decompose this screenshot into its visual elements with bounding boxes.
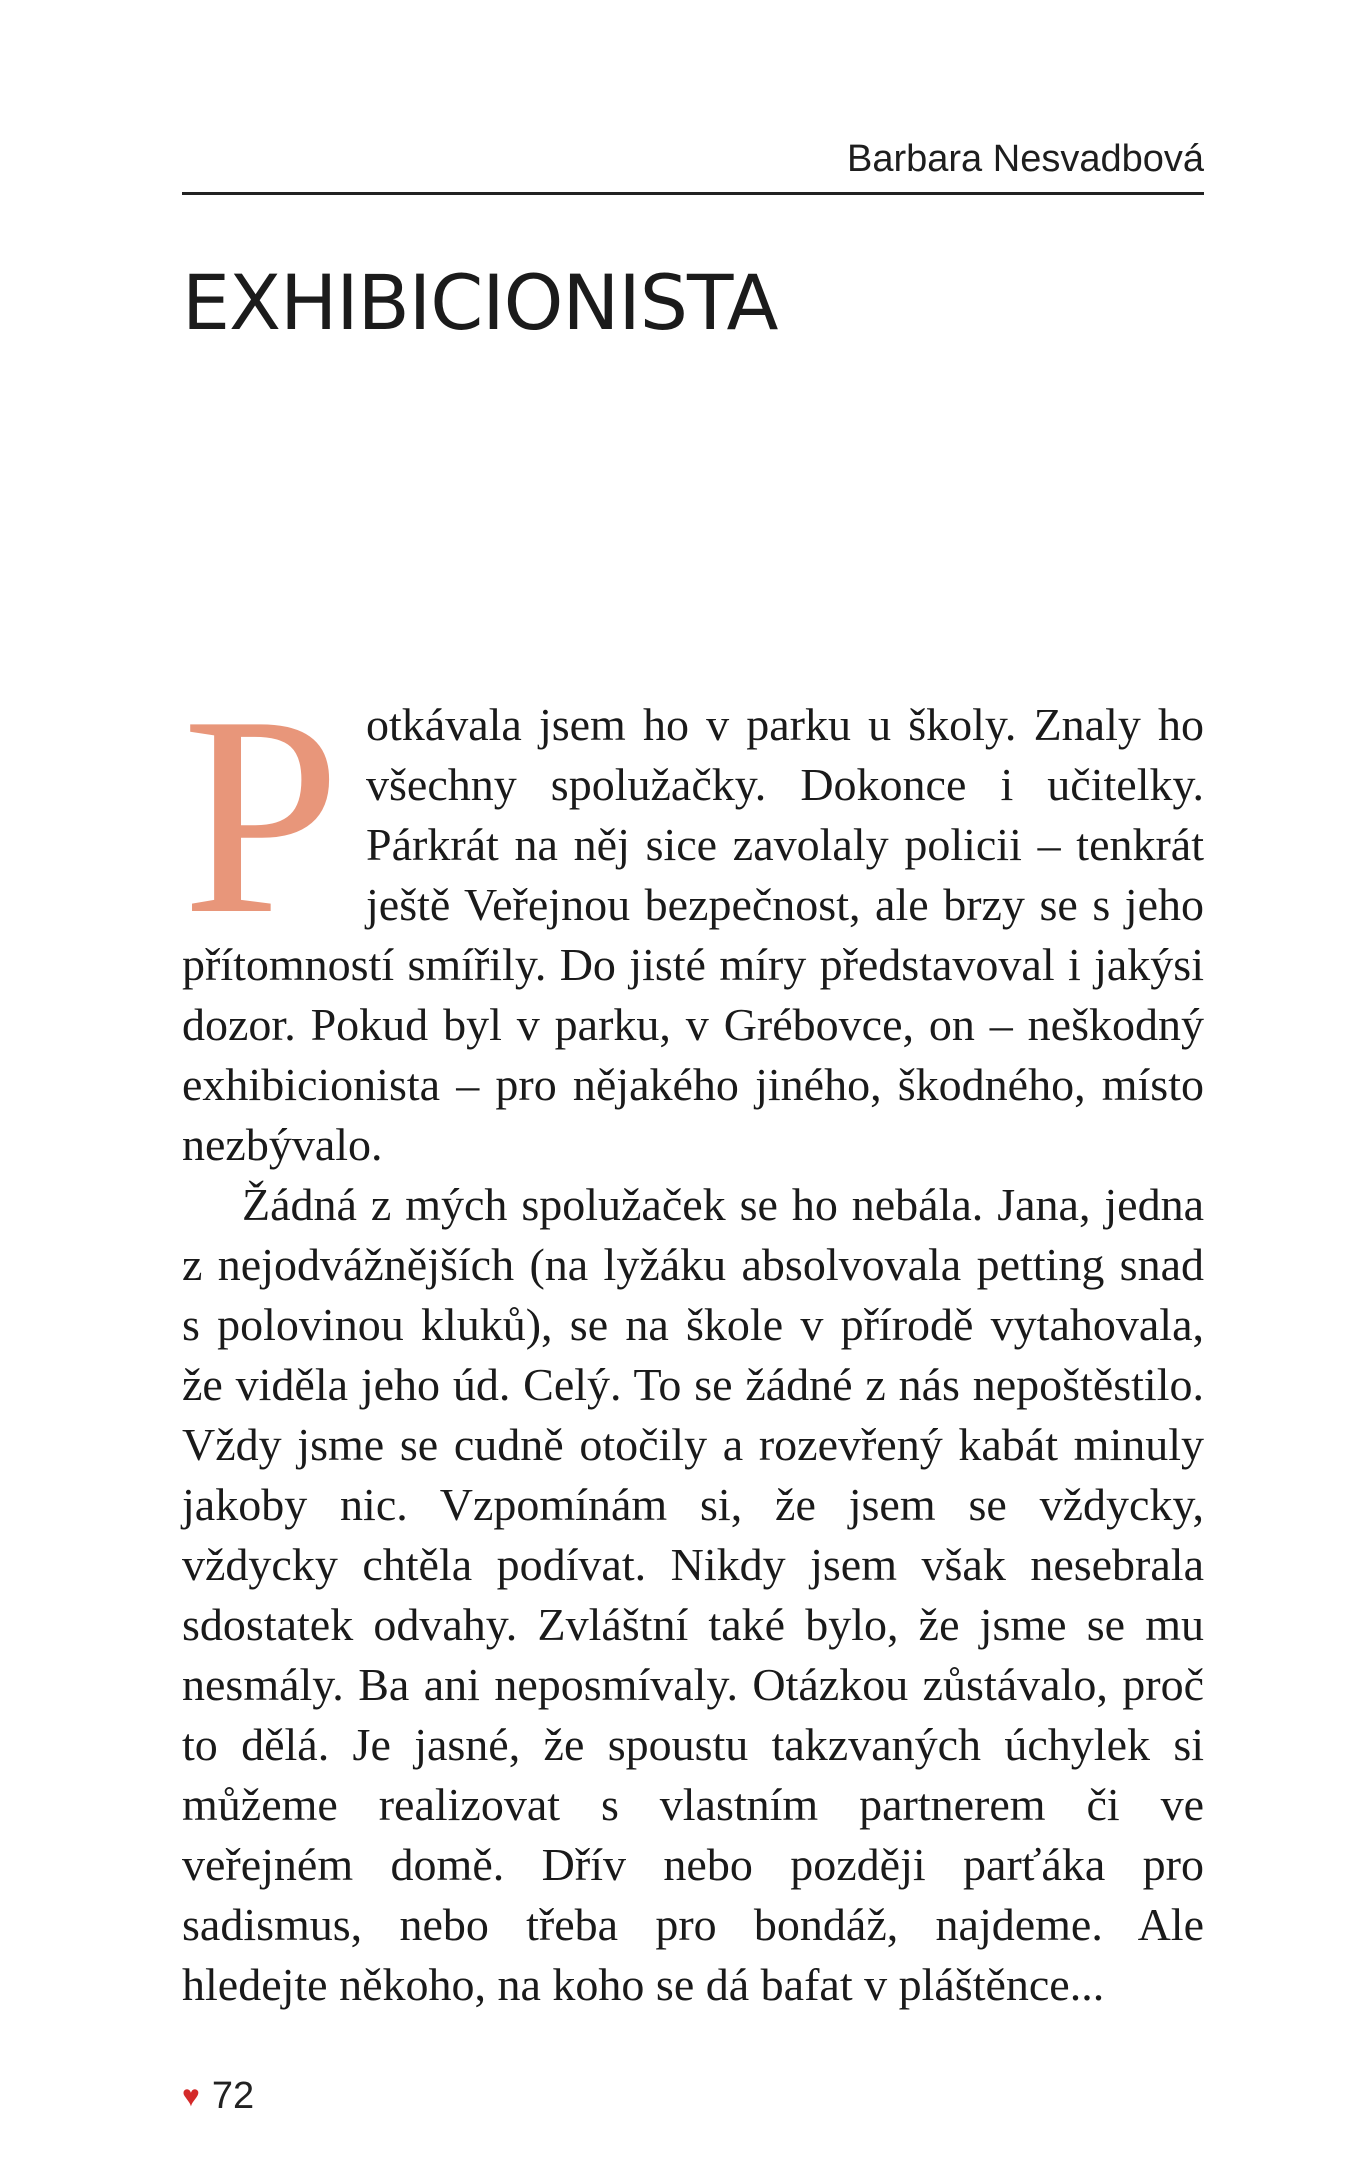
page-number: 72	[211, 2075, 255, 2117]
chapter-title: EXHIBICIONISTA	[182, 258, 778, 347]
page-footer	[182, 2075, 254, 2118]
body-text	[182, 657, 1204, 2015]
header-rule	[182, 192, 1204, 195]
running-header-author: Barbara Nesvadbová	[847, 138, 1204, 180]
drop-cap: P	[182, 657, 341, 973]
heart-icon: ♥	[182, 2079, 200, 2113]
paragraph-1	[182, 657, 1204, 1175]
paragraph-1-text: otkávala jsem ho v parku u školy. Znaly ho všechny spolužačky. Dokonce i učitelky. Párkrát na něj sice zavolaly policii – tenkrát ještě Veřejnou bezpečnost, ale brzy se s jeho přítomností smířily. Do jisté míry představoval i jakýsi dozor. Pokud byl v parku, v Grébovce, on – neškodný exhibicionista – pro nějakého jiného, škodného, místo nezbývalo.	[182, 699, 1204, 1170]
paragraph-2: Žádná z mých spolužaček se ho nebála. Jana, jedna z nejodvážnějších (na lyžáku absolvovala petting snad s polovinou kluků), se na škole v přírodě vytahovala, že viděla jeho úd. Celý. To se žádné z nás nepoštěstilo. Vždy jsme se cudně otočily a rozevřený kabát minuly jakoby nic. Vzpomínám si, že jsem se vždycky, vždycky chtěla podívat. Nikdy jsem však nesebrala sdostatek odvahy. Zvláštní také bylo, že jsme se mu nesmály. Ba ani neposmívaly. Otázkou zůstávalo, proč to dělá. Je jasné, že spoustu takzvaných úchylek si můžeme realizovat s vlastním partnerem či ve veřejném domě. Dřív nebo později parťáka pro sadismus, nebo třeba pro bondáž, najdeme. Ale hledejte někoho, na koho se dá bafat v pláštěnce...	[182, 1179, 1204, 2010]
